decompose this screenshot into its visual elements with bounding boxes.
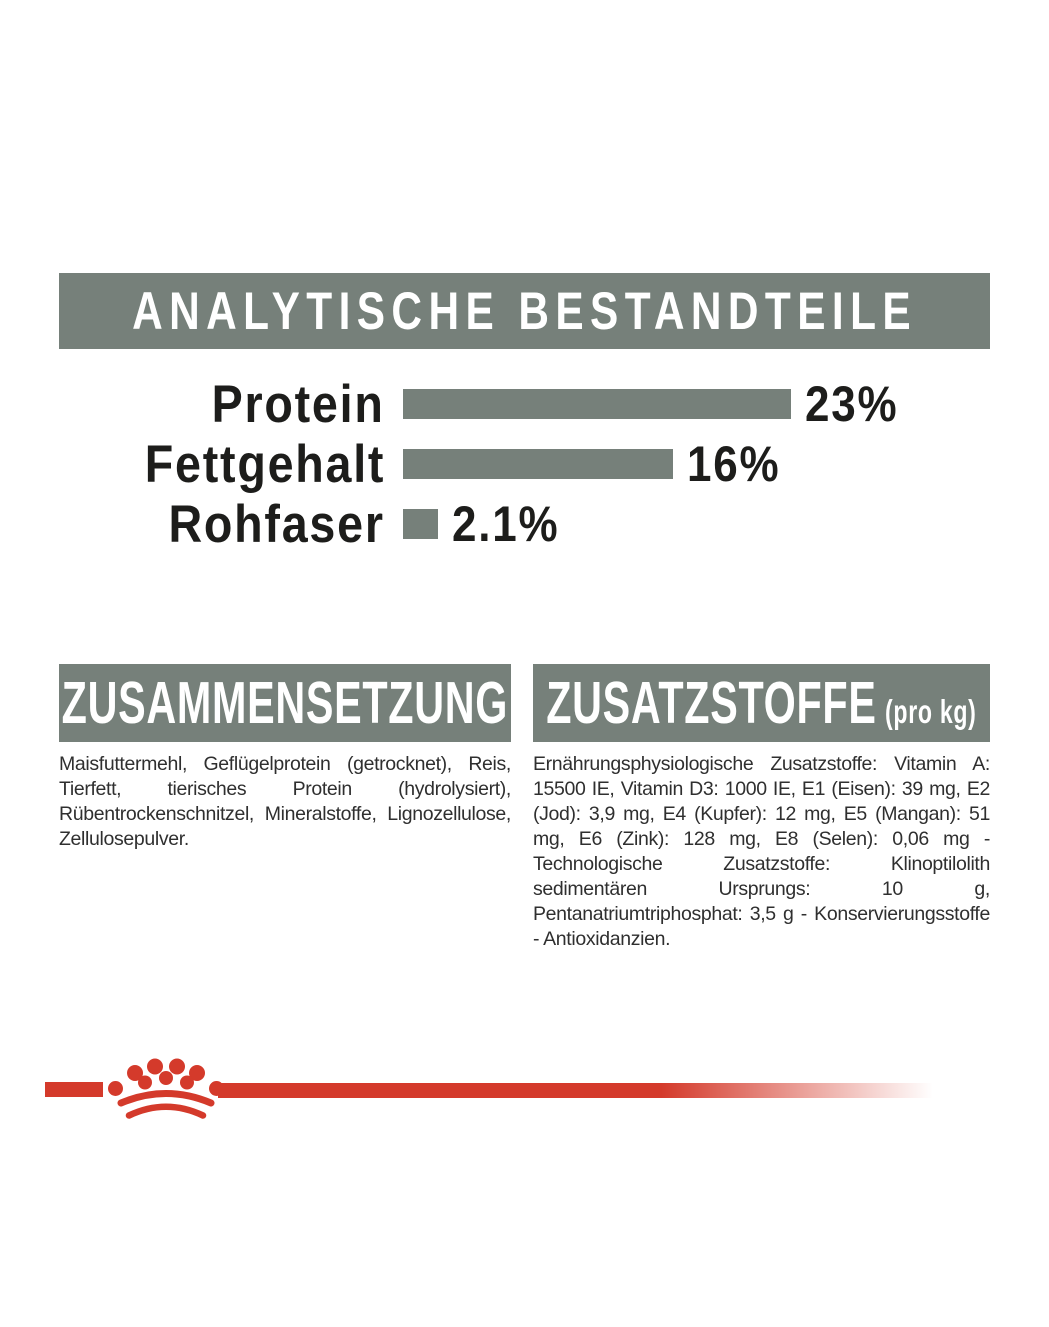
chart-category-label: Fettgehalt [144,434,385,494]
chart-row [59,434,990,494]
footer-rule-right [218,1083,933,1098]
chart-bar [403,509,438,539]
analytical-title: ANALYTISCHE BESTANDTEILE [132,281,917,341]
chart-value-label: 16% [687,436,781,492]
additives-body: Ernährungsphysiologische Zusatzstoffe: Vitamin A: 15500 IE, Vitamin D3: 1000 IE, E1 (Eisen): 39 mg, E2 (Jod): 3,9 mg, E4 (Kupfer): 12 mg, E5 (Mangan): 51 mg, E6 (Zink): 128 mg, E8 (Selen): 0,06 mg - Technologische Zusatzstoffe: Klinoptilolith sedimentären Ursprungs: 10 g, Pentanatriumtriphosphat: 3,5 g - Konservierungsstoffe - Antioxidanzien. [533,753,990,950]
chart-bar [403,449,673,479]
composition-body: Maisfuttermehl, Geflügelprotein (getrocknet), Reis, Tierfett, tierisches Protein (hydrolysiert), Rübentrockenschnitzel, Mineralstoffe, Lignozellulose, Zellulosepulver. [59,753,511,850]
chart-bar [403,389,791,419]
chart-category-label: Rohfaser [168,494,385,554]
additives-title-wrap [546,669,977,736]
chart-row [59,494,990,554]
composition-title: ZUSAMMENSETZUNG [61,669,509,736]
footer-rule-left [45,1082,103,1097]
chart-value-label: 23% [805,376,899,432]
chart-category-label: Protein [212,374,385,434]
analytical-section-banner [59,273,990,349]
chart-value-label: 2.1% [452,496,560,552]
royal-canin-crown-icon [108,1058,224,1122]
additives-title-suffix: (pro kg) [885,692,977,730]
additives-title: ZUSATZSTOFFE [546,669,877,736]
composition-section [59,664,511,852]
composition-title-wrap [61,669,509,736]
chart-row [59,374,990,434]
composition-header [59,664,511,742]
analytical-chart [59,374,990,554]
additives-header [533,664,990,742]
additives-section [533,664,990,952]
